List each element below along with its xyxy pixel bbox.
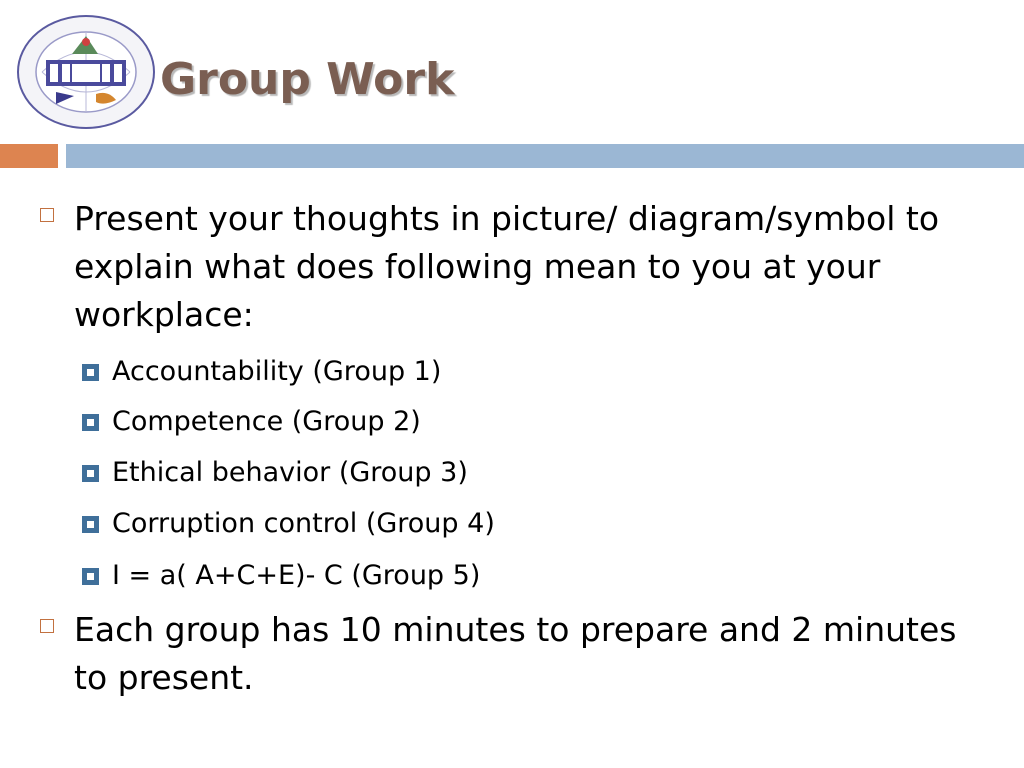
sub-bullet-text: Accountability (Group 1) — [112, 356, 442, 387]
sub-bullet-text: I = a( A+C+E)- C (Group 5) — [112, 560, 481, 591]
sub-bullet-text: Corruption control (Group 4) — [112, 508, 495, 539]
square-bullet-icon — [40, 619, 54, 633]
page-title: Group Work — [160, 54, 455, 105]
sub-bullet-item — [82, 556, 982, 596]
filled-square-bullet-icon — [82, 568, 99, 585]
filled-square-bullet-icon — [82, 465, 99, 482]
bullet-text: Present your thoughts in picture/ diagram/symbol to explain what does following mean to you at your workplace: — [74, 199, 940, 334]
square-bullet-icon — [40, 208, 54, 222]
filled-square-bullet-icon — [82, 364, 99, 381]
sub-bullet-text: Competence (Group 2) — [112, 406, 421, 437]
bullet-item — [40, 606, 1000, 702]
sub-bullet-item — [82, 504, 982, 544]
sub-bullet-text: Ethical behavior (Group 3) — [112, 457, 468, 488]
sub-bullet-item — [82, 402, 982, 442]
sub-bullet-item — [82, 453, 982, 493]
sub-bullet-item — [82, 352, 982, 392]
filled-square-bullet-icon — [82, 516, 99, 533]
filled-square-bullet-icon — [82, 414, 99, 431]
bullet-text: Each group has 10 minutes to prepare and 2 minutes to present. — [74, 610, 957, 697]
bullet-item — [40, 195, 1000, 339]
